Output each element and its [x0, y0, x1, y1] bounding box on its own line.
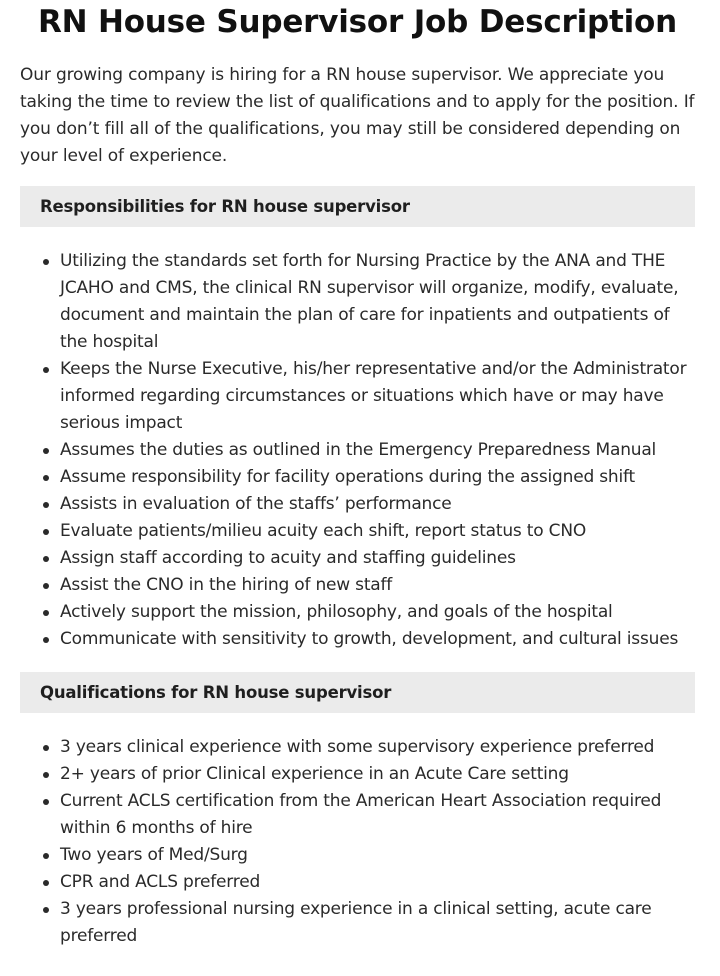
- qualifications-heading: Qualifications for RN house supervisor: [20, 672, 695, 713]
- page-title: RN House Supervisor Job Description: [37, 4, 678, 40]
- responsibilities-list: [20, 248, 695, 653]
- responsibility-item: Communicate with sensitivity to growth, development, and cultural issues: [60, 626, 695, 653]
- intro-paragraph: Our growing company is hiring for a RN house supervisor. We appreciate you taking the time to review the list of qualifications and to apply for the position. If you don’t fill all of the qualifications, you may still be considered depending on your level of experience.: [20, 65, 695, 166]
- qualification-item: Current ACLS certification from the American Heart Association required within 6 months of hire: [60, 788, 695, 842]
- qualifications-list: [20, 734, 695, 950]
- qualification-item: CPR and ACLS preferred: [60, 869, 695, 896]
- qualification-item: Two years of Med/Surg: [60, 842, 695, 869]
- qualification-item: 2+ years of prior Clinical experience in an Acute Care setting: [60, 761, 695, 788]
- responsibility-item: Assumes the duties as outlined in the Emergency Preparedness Manual: [60, 437, 695, 464]
- responsibility-item: Assume responsibility for facility operations during the assigned shift: [60, 464, 695, 491]
- qualification-item: 3 years clinical experience with some supervisory experience preferred: [60, 734, 695, 761]
- responsibility-item: Assist the CNO in the hiring of new staff: [60, 572, 695, 599]
- responsibility-item: Actively support the mission, philosophy, and goals of the hospital: [60, 599, 695, 626]
- responsibility-item: Assign staff according to acuity and staffing guidelines: [60, 545, 695, 572]
- responsibility-item: Utilizing the standards set forth for Nursing Practice by the ANA and THE JCAHO and CMS, the clinical RN supervisor will organize, modify, evaluate, document and maintain the plan of care for inpatients and outpatients of the hospital: [60, 248, 695, 356]
- responsibilities-heading: Responsibilities for RN house supervisor: [20, 186, 695, 227]
- qualification-item: 3 years professional nursing experience in a clinical setting, acute care preferred: [60, 896, 695, 950]
- responsibility-item: Keeps the Nurse Executive, his/her representative and/or the Administrator informed regarding circumstances or situations which have or may have serious impact: [60, 356, 695, 437]
- responsibility-item: Assists in evaluation of the staffs’ performance: [60, 491, 695, 518]
- responsibility-item: Evaluate patients/milieu acuity each shift, report status to CNO: [60, 518, 695, 545]
